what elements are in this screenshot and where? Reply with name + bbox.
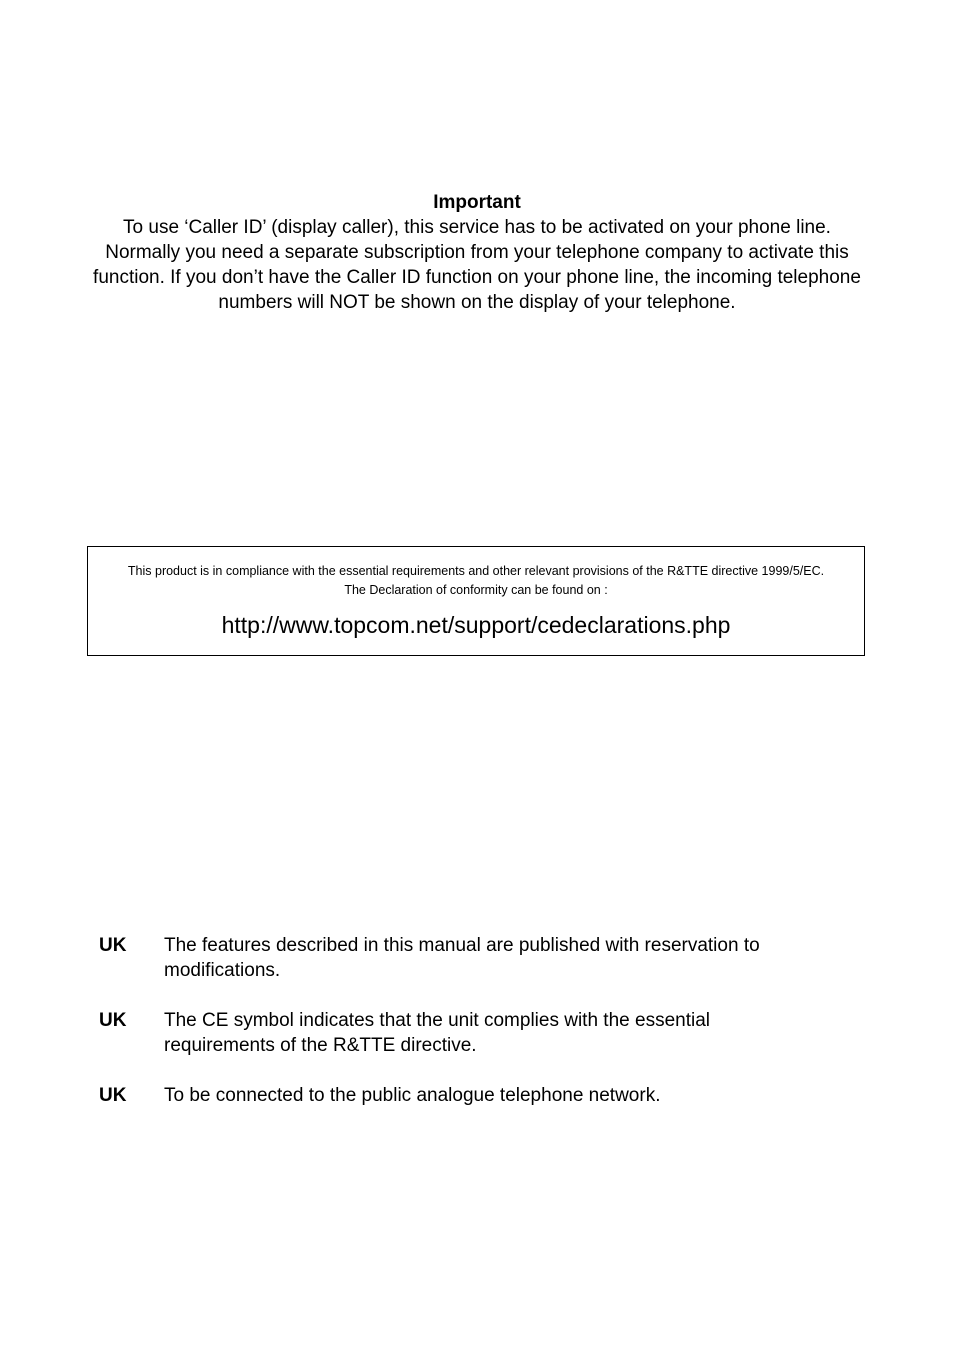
- note-item: [99, 1008, 879, 1058]
- note-text: [164, 1083, 879, 1108]
- note-line: requirements of the R&TTE directive.: [164, 1035, 477, 1056]
- note-item: [99, 933, 879, 983]
- important-title: Important: [433, 192, 521, 213]
- declaration-location-text: The Declaration of conformity can be found on :: [344, 583, 608, 597]
- note-item: [99, 1083, 879, 1108]
- note-line: The CE symbol indicates that the unit complies with the essential: [164, 1010, 710, 1031]
- important-line: function. If you don’t have the Caller ID function on your phone line, the incoming telephone: [93, 267, 861, 288]
- important-notice: [60, 190, 894, 315]
- note-text: [164, 933, 879, 983]
- note-line: To be connected to the public analogue telephone network.: [164, 1085, 661, 1106]
- note-language-code: UK: [99, 1010, 127, 1031]
- note-text: [164, 1008, 879, 1058]
- note-line: The features described in this manual are published with reservation to: [164, 935, 760, 956]
- notes-list: [99, 933, 879, 1133]
- important-line: To use ‘Caller ID’ (display caller), this service has to be activated on your phone line.: [123, 217, 831, 238]
- important-line: numbers will NOT be shown on the display of your telephone.: [218, 292, 736, 313]
- note-line: modifications.: [164, 960, 281, 981]
- declaration-url[interactable]: http://www.topcom.net/support/cedeclarations.php: [221, 612, 731, 638]
- note-language-code: UK: [99, 935, 127, 956]
- compliance-box: [87, 546, 865, 656]
- compliance-statement: This product is in compliance with the essential requirements and other relevant provisions of the R&TTE directive 1999/5/EC.: [127, 564, 825, 578]
- note-language-code: UK: [99, 1085, 127, 1106]
- important-line: Normally you need a separate subscription from your telephone company to activate this: [105, 242, 849, 263]
